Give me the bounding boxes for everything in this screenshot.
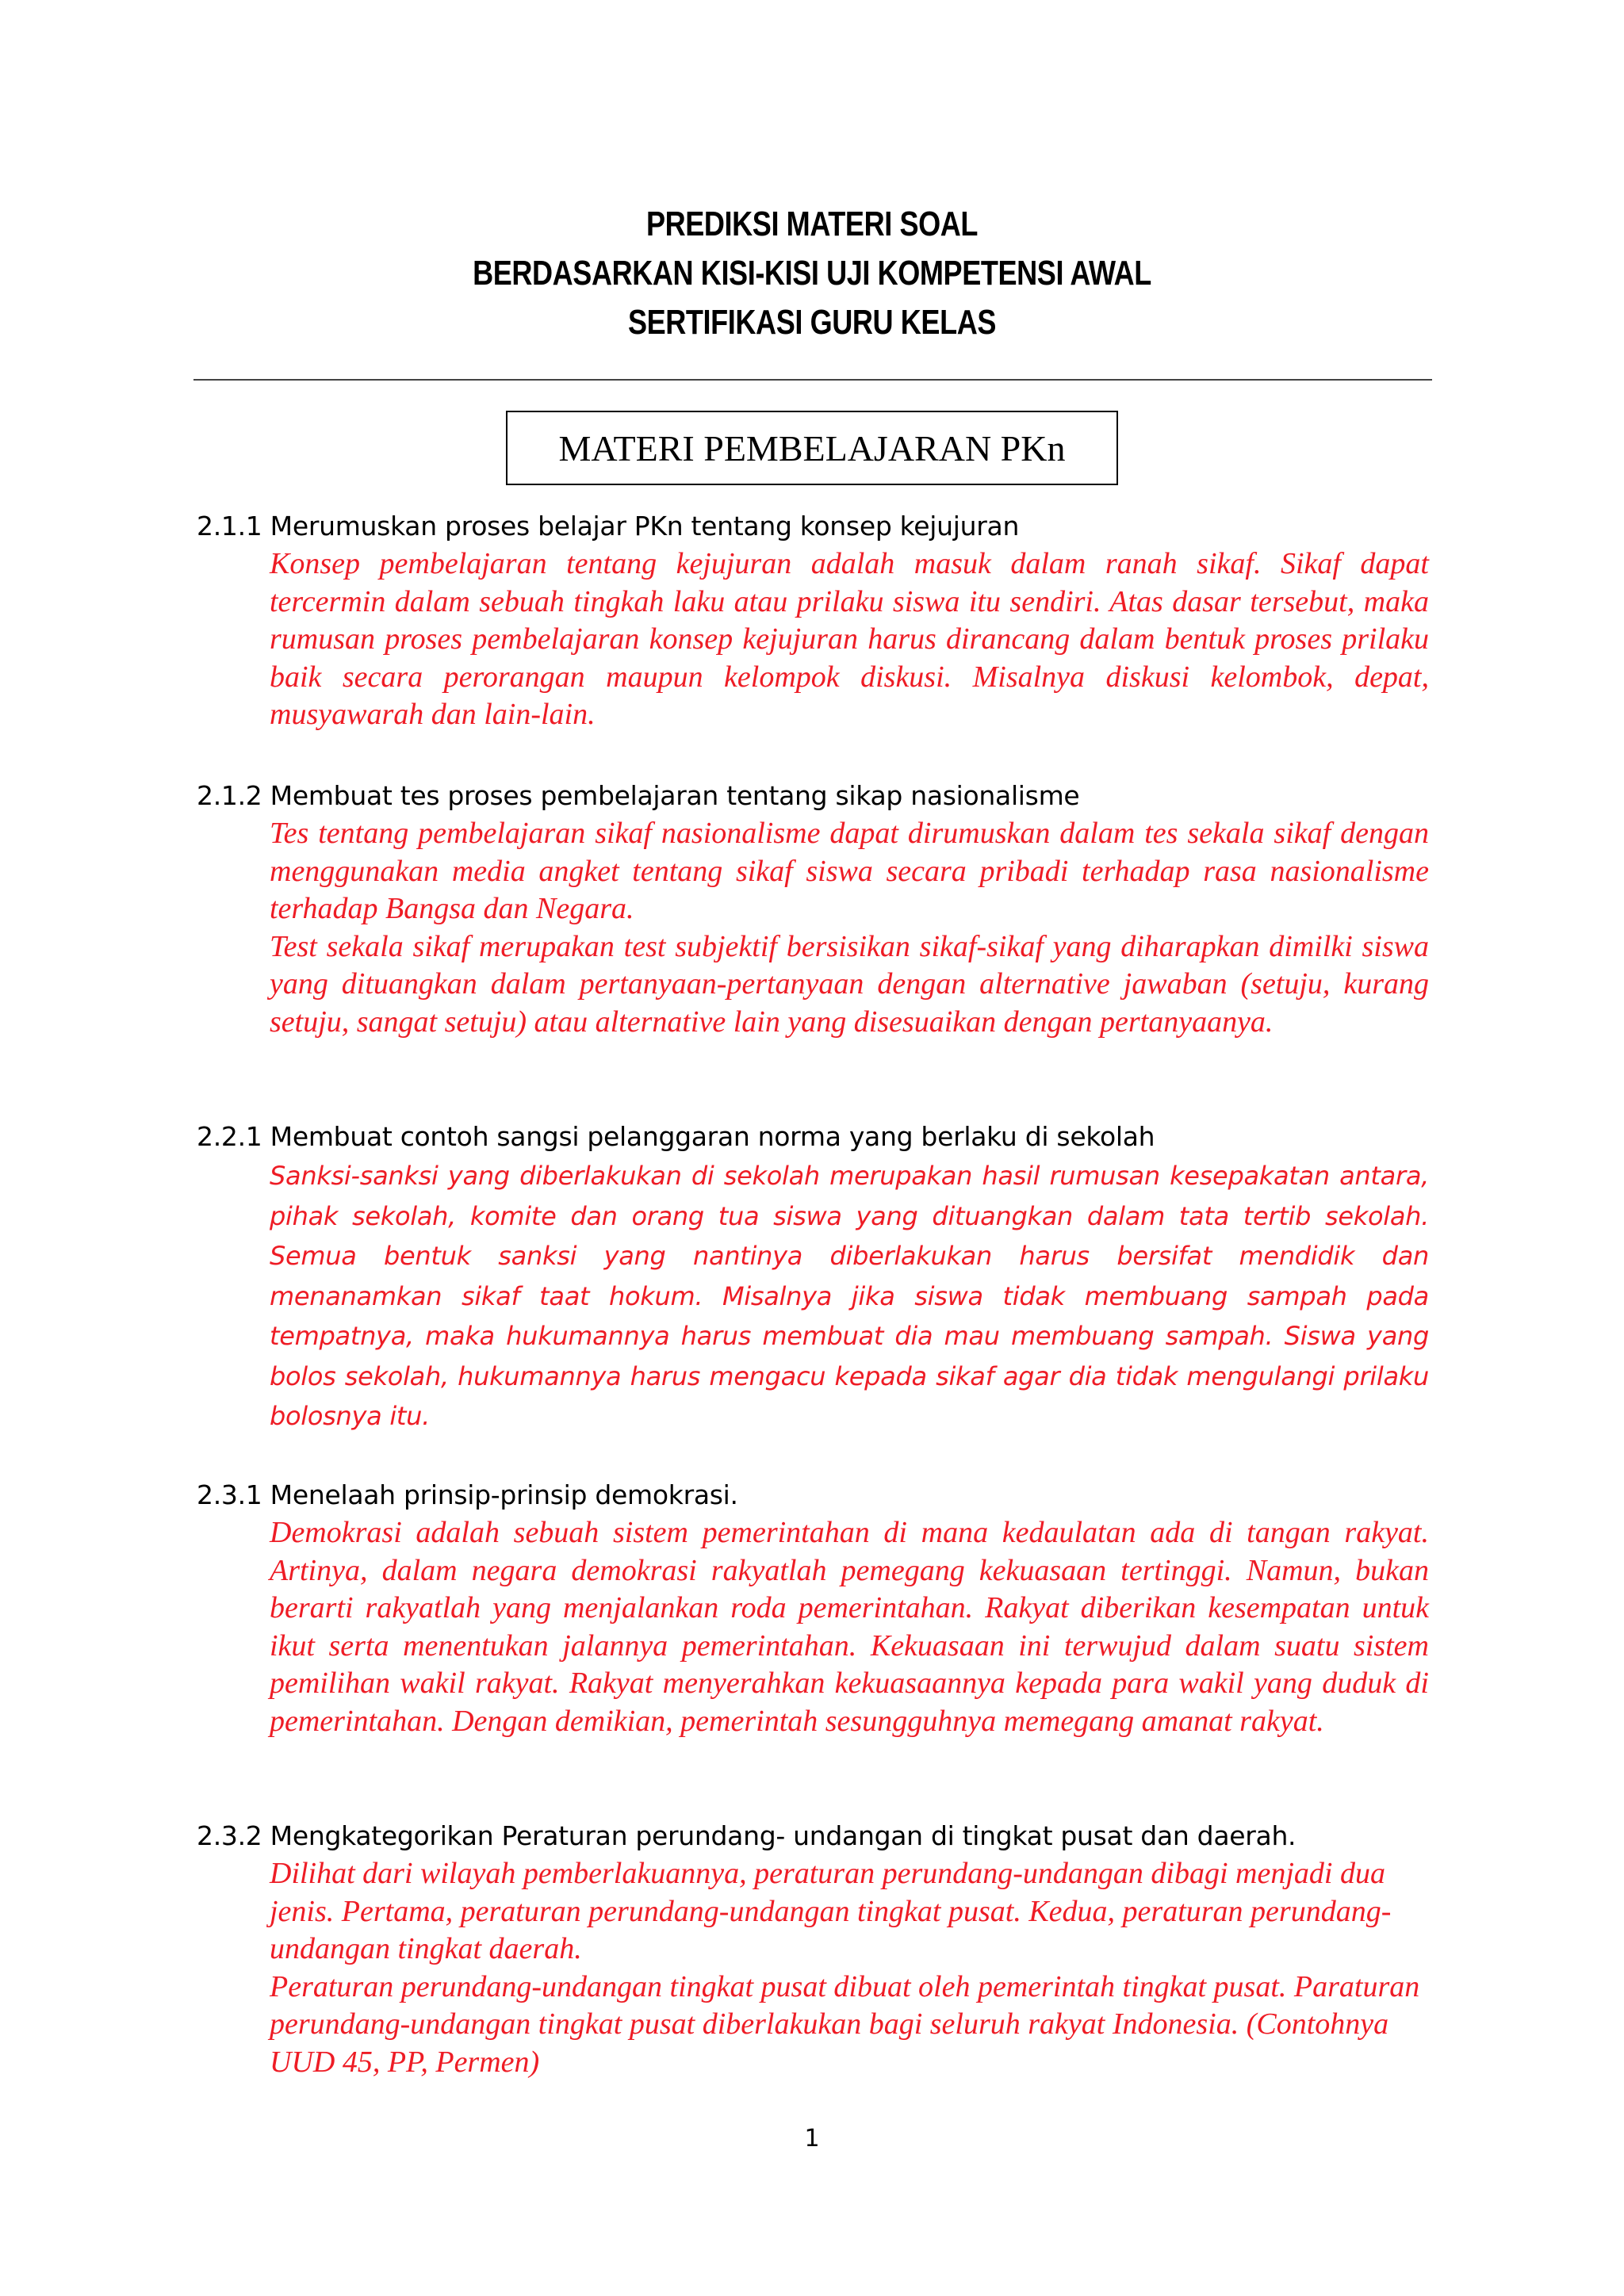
section-2-2-1 bbox=[197, 1118, 1435, 1437]
answer-paragraph: Test sekala sikaf merupakan test subjektif bersisikan sikaf-sikaf yang diharapkan dimilki siswa yang dituangkan dalam pertanyaan-pertanyaan dengan alternative jawaban (setuju, kurang setuju, sangat setuju) atau alternative lain yang disesuaikan dengan pertanyaanya. bbox=[270, 929, 1429, 1039]
answer-paragraph: Peraturan perundang-undangan tingkat pusat dibuat oleh pemerintah tingkat pusat. Paraturan perundang-undangan tingkat pusat diberlakukan bagi seluruh rakyat Indonesia. (Contohnya UUD 45, PP, Permen) bbox=[270, 1969, 1420, 2079]
title-line-2: BERDASARKAN KISI-KISI UJI KOMPETENSI AWAL bbox=[473, 254, 1151, 293]
section-heading: 2.1.2 Membuat tes proses pembelajaran tentang sikap nasionalisme bbox=[197, 780, 1080, 811]
section-answer bbox=[270, 1855, 1429, 2081]
section-heading: 2.3.1 Menelaah prinsip-prinsip demokrasi. bbox=[197, 1479, 738, 1510]
section-answer bbox=[270, 1514, 1429, 1740]
answer-paragraph: Tes tentang pembelajaran sikaf nasionalisme dapat dirumuskan dalam tes sekala sikaf dengan menggunakan media angket tentang sikaf siswa secara pribadi terhadap rasa nasionalisme terhadap Bangsa dan Negara. bbox=[270, 817, 1429, 925]
section-heading: 2.3.2 Mengkategorikan Peraturan perundang- undangan di tingkat pusat dan daerah. bbox=[197, 1820, 1297, 1851]
answer-paragraph: Dilihat dari wilayah pemberlakuannya, peraturan perundang-undangan dibagi menjadi dua jenis. Pertama, peraturan perundang-undangan tingkat pusat. Kedua, peraturan perundang-undangan tingkat daerah. bbox=[270, 1857, 1392, 1965]
horizontal-divider bbox=[193, 379, 1432, 381]
section-answer bbox=[270, 815, 1429, 1041]
answer-paragraph: Sanksi-sanksi yang diberlakukan di sekolah merupakan hasil rumusan kesepakatan antara, pihak sekolah, komite dan orang tua siswa yang dituangkan dalam tata tertib sekolah. Semua bentuk sanksi yang nantinya diberlakukan harus bersifat mendidik dan menanamkan sikaf taat hokum. Misalnya jika siswa tidak membuang sampah pada tempatnya, maka hukumannya harus membuat dia mau membuang sampah. Siswa yang bolos sekolah, hukumannya harus mengacu kepada sikaf agar dia tidak mengulangi prilaku bolosnya itu. bbox=[270, 1161, 1429, 1431]
section-answer bbox=[270, 1156, 1429, 1437]
section-heading: 2.1.1 Merumuskan proses belajar PKn tentang konsep kejujuran bbox=[197, 511, 1020, 541]
section-heading: 2.2.1 Membuat contoh sangsi pelanggaran norma yang berlaku di sekolah bbox=[197, 1121, 1155, 1152]
answer-paragraph: Konsep pembelajaran tentang kejujuran adalah masuk dalam ranah sikaf. Sikaf dapat tercermin dalam sebuah tingkah laku atau prilaku siswa itu sendiri. Atas dasar tersebut, maka rumusan proses pembelajaran konsep kejujuran harus dirancang dalam bentuk proses prilaku baik secara perorangan maupun kelompok diskusi. Misalnya diskusi kelombok, depat, musyawarah dan lain-lain. bbox=[270, 547, 1429, 731]
section-2-1-1 bbox=[197, 507, 1435, 734]
section-answer bbox=[270, 545, 1429, 734]
section-2-3-2 bbox=[197, 1817, 1435, 2081]
title-line-1: PREDIKSI MATERI SOAL bbox=[645, 205, 979, 243]
answer-paragraph: Demokrasi adalah sebuah sistem pemerintahan di mana kedaulatan ada di tangan rakyat. Artinya, dalam negara demokrasi rakyatlah pemegang kekuasaan tertinggi. Namun, bukan berarti rakyatlah yang menjalankan roda pemerintahan. Rakyat diberikan kesempatan untuk ikut serta menentukan jalannya pemerintahan. Kekuasaan ini terwujud dalam suatu sistem pemilihan wakil rakyat. Rakyat menyerahkan kekuasaannya kepada para wakil yang duduk di pemerintahan. Dengan demikian, pemerintah sesungguhnya memegang amanat rakyat. bbox=[270, 1516, 1429, 1738]
page-number: 1 bbox=[804, 2125, 820, 2152]
section-2-3-1 bbox=[197, 1476, 1435, 1740]
title-line-3: SERTIFIKASI GURU KELAS bbox=[627, 303, 997, 342]
document-title bbox=[0, 200, 1624, 347]
section-2-1-2 bbox=[197, 777, 1435, 1041]
boxed-subtitle: MATERI PEMBELAJARAN PKn bbox=[506, 411, 1118, 485]
